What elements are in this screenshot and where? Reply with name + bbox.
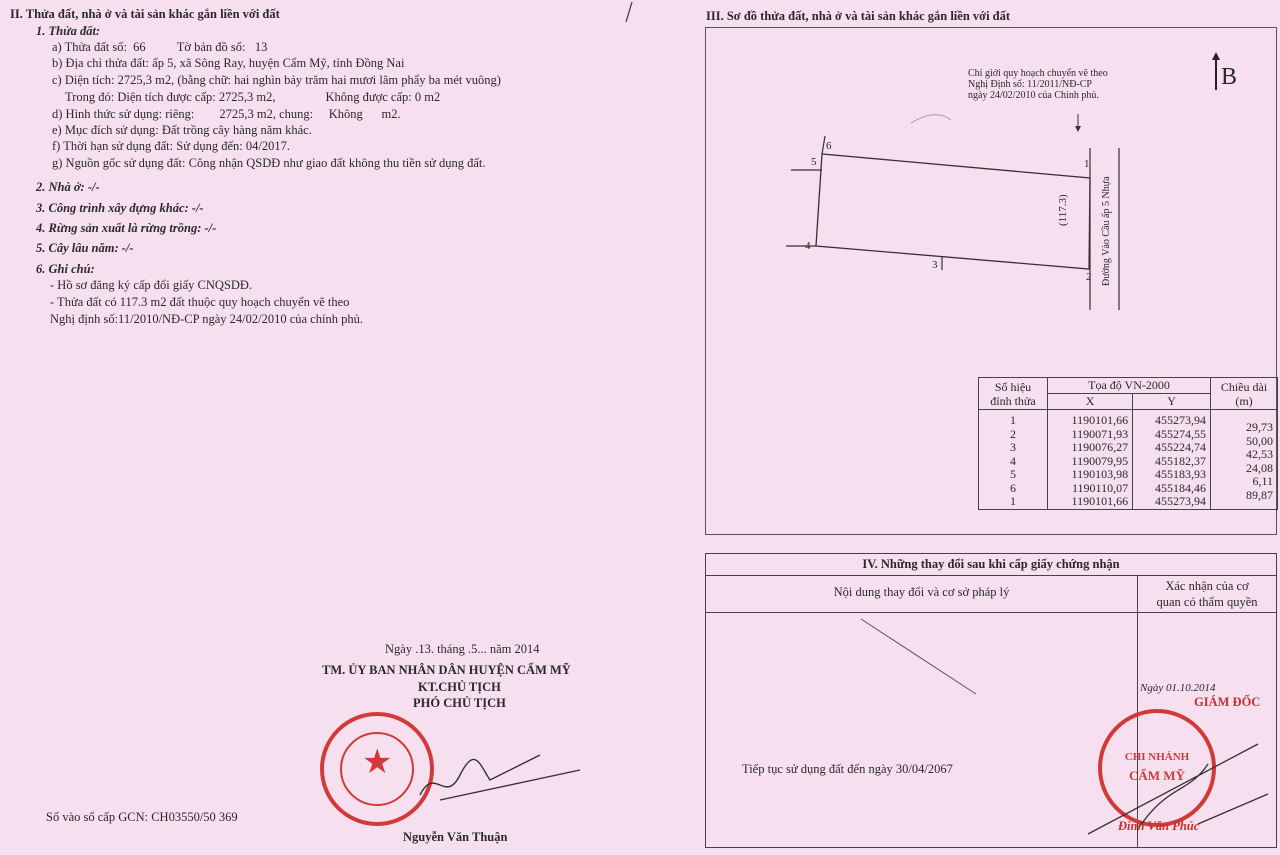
parcel-line-b: b) Địa chỉ thửa đất: ấp 5, xã Sông Ray, huyện Cẩm Mỹ, tỉnh Đồng Nai xyxy=(52,56,405,70)
x-value: 1190101,66 xyxy=(1071,413,1129,427)
col-length-header-line: (m) xyxy=(1235,393,1253,408)
signature-left xyxy=(400,735,600,825)
x-value: 1190076,27 xyxy=(1071,440,1129,454)
section-4-box xyxy=(705,553,1277,848)
road-width-label: (117.3) xyxy=(1057,194,1069,226)
section-2-title: II. Thửa đất, nhà ở và tài sản khác gắn liền với đất xyxy=(10,7,280,21)
s4-date-handwritten: Ngày 01.10.2014 xyxy=(1140,682,1216,694)
x-value: 1190103,98 xyxy=(1071,467,1129,481)
col-length-header xyxy=(1211,378,1278,410)
subsection-1-title: 1. Thửa đất: xyxy=(36,24,101,38)
pen-mark xyxy=(620,0,640,30)
vertex-id: 1 xyxy=(1010,494,1016,508)
x-value: 1190079,95 xyxy=(1071,453,1129,468)
sign-date: Ngày .13. tháng .5... năm 2014 xyxy=(385,642,540,656)
cross-out-stroke xyxy=(856,614,1056,704)
vertex-label-3: 3 xyxy=(932,259,938,271)
y-value: 455273,94 xyxy=(1155,494,1206,508)
vertex-label-1: 1 xyxy=(1084,158,1090,170)
length-value: 29,73 xyxy=(1246,420,1273,435)
vertex-id: 6 xyxy=(1010,480,1016,495)
col-x-header: X xyxy=(1048,394,1133,410)
signer-name-left: Nguyễn Văn Thuận xyxy=(403,830,508,844)
sign-role-1: KT.CHỦ TỊCH xyxy=(418,680,501,694)
y-value: 455273,94 xyxy=(1155,413,1206,427)
col-coord-header: Tọa độ VN-2000 xyxy=(1048,378,1211,394)
vertex-id: 3 xyxy=(1010,440,1016,454)
x-value: 1190110,07 xyxy=(1072,480,1129,495)
sign-organization: TM. ỦY BAN NHÂN DÂN HUYỆN CẨM MỸ xyxy=(322,663,571,677)
col-length-header-line: Chiều dài xyxy=(1220,379,1268,394)
x-value: 1190071,93 xyxy=(1071,426,1129,441)
length-value: 6,11 xyxy=(1252,474,1273,489)
vertex-label-4: 4 xyxy=(805,240,811,252)
item-perennial: 5. Cây lâu năm: -/- xyxy=(36,241,134,255)
sign-role-2: PHÓ CHỦ TỊCH xyxy=(413,696,506,710)
x-value: 1190101,66 xyxy=(1071,494,1129,508)
star-icon: ★ xyxy=(362,744,393,781)
parcel-line-c: c) Diện tích: 2725,3 m2, (bằng chữ: hai nghìn bảy trăm hai mươi lăm phẩy ba mét vuông) xyxy=(52,73,501,87)
planning-note-line: Nghị Định số: 11/2011/NĐ-CP xyxy=(968,79,1092,90)
col-vertex-header-line: Số hiệu xyxy=(994,379,1032,394)
vertex-label-5: 5 xyxy=(811,156,817,168)
item-forest: 4. Rừng sản xuất là rừng trồng: -/- xyxy=(36,221,217,235)
vertex-id: 5 xyxy=(1010,467,1016,481)
parcel-line-e: e) Mục đích sử dụng: Đất trồng cây hàng năm khác. xyxy=(52,123,312,137)
y-value: 455274,55 xyxy=(1155,426,1206,441)
planning-note xyxy=(968,68,1108,101)
y-value: 455224,74 xyxy=(1155,440,1206,454)
coordinate-table xyxy=(978,377,1278,510)
length-value: 42,53 xyxy=(1246,447,1273,462)
length-cell xyxy=(1211,410,1278,510)
stamp-right-line-1: CHI NHÁNH xyxy=(1124,751,1190,763)
item-house: 2. Nhà ở: -/- xyxy=(36,180,100,194)
parcel-line-a: a) Thửa đất số: 66 Tờ bản đồ số: 13 xyxy=(52,40,268,54)
y-value: 455182,37 xyxy=(1155,453,1206,468)
vertex-id: 4 xyxy=(1010,453,1016,468)
north-label: B xyxy=(1221,64,1238,90)
s4-signer: Đinh Văn Phúc xyxy=(1118,819,1200,833)
y-cell xyxy=(1133,410,1211,510)
note-2: - Thửa đất có 117.3 m2 đất thuộc quy hoạch chuyển vẽ theo xyxy=(50,295,350,309)
section-3-title: III. Sơ đồ thửa đất, nhà ở và tài sản khác gắn liền với đất xyxy=(706,9,1011,23)
vertex-label-2: 2 xyxy=(1086,271,1092,283)
vertex-id-cell xyxy=(979,410,1048,510)
vertex-id: 1 xyxy=(1010,413,1016,427)
s4-col-confirm-header-2: quan có thẩm quyền xyxy=(1156,595,1258,609)
section-4-title: IV. Những thay đổi sau khi cấp giấy chứng nhận xyxy=(862,557,1120,571)
planning-note-line: ngày 24/02/2010 của Chính phủ. xyxy=(968,90,1099,101)
length-value: 24,08 xyxy=(1246,460,1273,475)
vertex-id: 2 xyxy=(1010,426,1016,441)
length-value: 50,00 xyxy=(1246,433,1273,448)
col-y-header: Y xyxy=(1133,394,1211,410)
col-vertex-header xyxy=(979,378,1048,410)
s4-role: GIÁM ĐỐC xyxy=(1194,695,1261,709)
x-cell xyxy=(1048,410,1133,510)
note-3: Nghị định số:11/2010/NĐ-CP ngày 24/02/2010 của chính phủ. xyxy=(50,312,363,326)
col-vertex-header-line: đỉnh thửa xyxy=(990,393,1036,408)
item-notes-title: 6. Ghi chú: xyxy=(36,262,95,276)
y-value: 455183,93 xyxy=(1155,467,1206,481)
vertex-label-6: 6 xyxy=(826,140,832,152)
stamp-right-line-2: CẨM MỸ xyxy=(1129,768,1185,783)
s4-col-content-header: Nội dung thay đổi và cơ sở pháp lý xyxy=(833,585,1010,599)
note-1: - Hồ sơ đăng ký cấp đổi giấy CNQSDĐ. xyxy=(50,278,253,292)
s4-change-content: Tiếp tục sử dụng đất đến ngày 30/04/2067 xyxy=(742,762,953,776)
item-construction: 3. Công trình xây dựng khác: -/- xyxy=(36,201,204,215)
parcel-line-d: d) Hình thức sử dụng: riêng: 2725,3 m2, chung: Không m2. xyxy=(52,107,401,121)
parcel-line-g: g) Nguồn gốc sử dụng đất: Công nhận QSDĐ như giao đất không thu tiền sử dụng đất. xyxy=(52,156,486,170)
s4-col-confirm-header-1: Xác nhận của cơ xyxy=(1165,579,1249,593)
parcel-line-f: f) Thời hạn sử dụng đất: Sử dụng đến: 04/2017. xyxy=(52,139,290,153)
y-value: 455184,46 xyxy=(1155,480,1206,495)
register-number: Số vào sổ cấp GCN: CH03550/50 369 xyxy=(46,810,238,824)
length-value: 89,87 xyxy=(1246,487,1273,502)
road-label: Đường Vào Cầu ấp 5 Nhựa xyxy=(1101,176,1112,286)
parcel-line-c2: Trong đó: Diện tích được cấp: 2725,3 m2, Không được cấp: 0 m2 xyxy=(65,90,441,104)
planning-note-line: Chỉ giới quy hoạch chuyển vẽ theo xyxy=(968,68,1108,79)
